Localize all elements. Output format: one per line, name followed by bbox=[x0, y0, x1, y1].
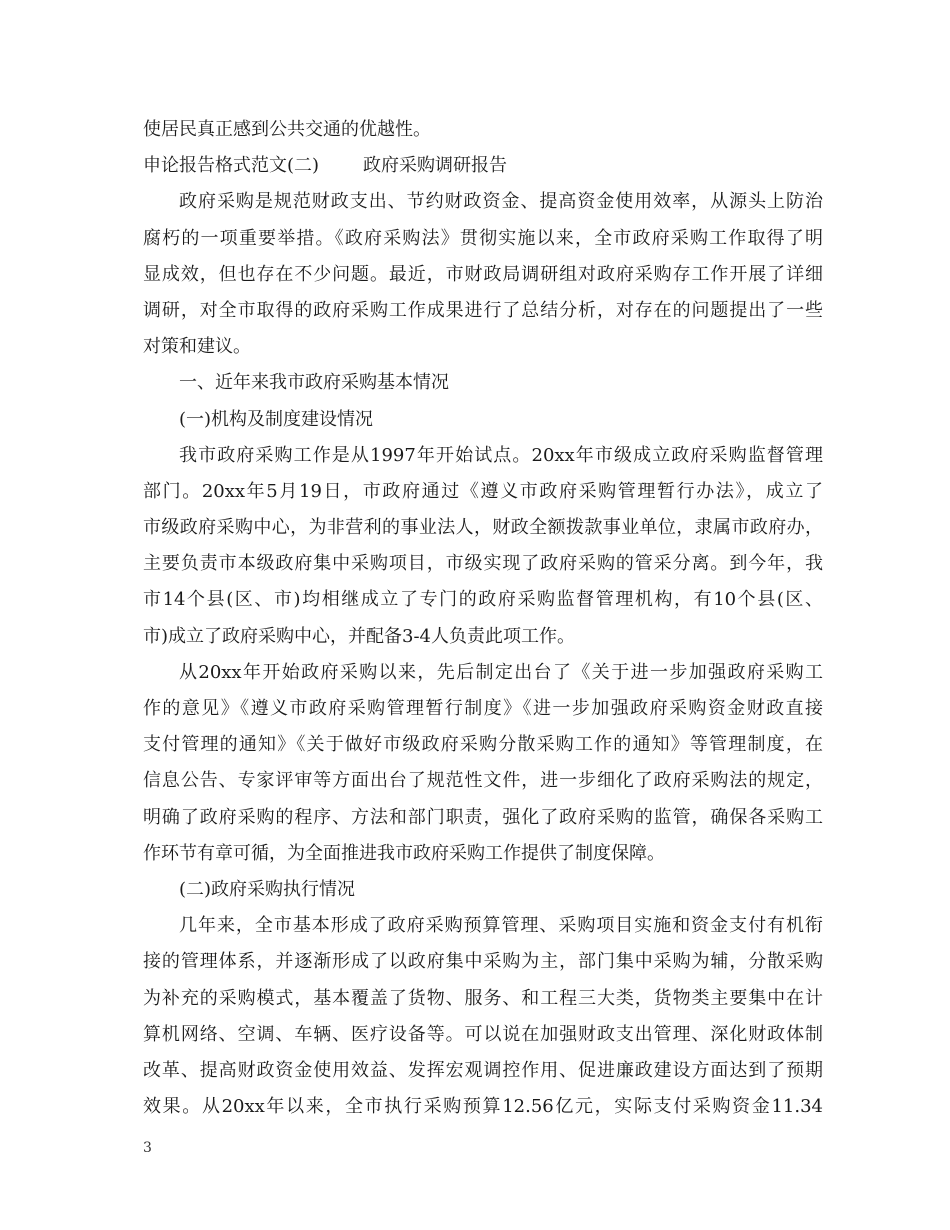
paragraph-line: 算机网络、空调、车辆、医疗设备等。可以说在加强财政支出管理、深化财政体制 bbox=[143, 1023, 823, 1045]
paragraph-line: 接的管理体系，并逐渐形成了以政府集中采购为主，部门集中采购为辅，分散采购 bbox=[143, 951, 823, 973]
paragraph-line: 几年来，全市基本形成了政府采购预算管理、采购项目实施和资金支付有机衔 bbox=[179, 915, 823, 937]
paragraph-line: 我市政府采购工作是从1997年开始试点。20xx年市级成立政府采购监督管理 bbox=[179, 444, 823, 466]
paragraph-line: 市)成立了政府采购中心，并配备3-4人负责此项工作。 bbox=[143, 625, 576, 647]
paragraph-line: 对策和建议。 bbox=[143, 336, 251, 358]
intro-line: 使居民真正感到公共交通的优越性。 bbox=[143, 119, 431, 140]
paragraph-line: 政府采购是规范财政支出、节约财政资金、提高资金使用效率，从源头上防治 bbox=[179, 191, 823, 213]
paragraph-line: 为补充的采购模式，基本覆盖了货物、服务、和工程三大类，货物类主要集中在计 bbox=[143, 987, 823, 1009]
paragraph-line: 调研，对全市取得的政府采购工作成果进行了总结分析，对存在的问题提出了一些 bbox=[143, 299, 823, 321]
paragraph-line: 主要负责市本级政府集中采购项目，市级实现了政府采购的管采分离。到今年，我 bbox=[143, 553, 823, 575]
paragraph-line: 明确了政府采购的程序、方法和部门职责，强化了政府采购的监管，确保各采购工 bbox=[143, 806, 823, 828]
paragraph-line: 市级政府采购中心，为非营利的事业法人，财政全额拨款事业单位，隶属市政府办， bbox=[143, 517, 823, 539]
paragraph-line: 从20xx年开始政府采购以来，先后制定出台了《关于进一步加强政府采购工 bbox=[179, 661, 823, 683]
paragraph-line: 作环节有章可循，为全面推进我市政府采购工作提供了制度保障。 bbox=[143, 842, 665, 864]
paragraph-line: 一、近年来我市政府采购基本情况 bbox=[179, 372, 449, 394]
paragraph-line: 信息公告、专家评审等方面出台了规范性文件，进一步细化了政府采购法的规定， bbox=[143, 770, 823, 792]
heading-part-2: 政府采购调研报告 bbox=[363, 155, 508, 177]
paragraph-line: 市14个县(区、市)均相继成立了专门的政府采购监督管理机构，有10个县(区、 bbox=[143, 589, 823, 611]
section-heading bbox=[143, 148, 823, 184]
page-number: 3 bbox=[143, 1140, 152, 1156]
paragraph-line: 改革、提高财政资金使用效益、发挥宏观调控作用、促进廉政建设方面达到了预期 bbox=[143, 1059, 823, 1081]
paragraph-line: 支付管理的通知》《关于做好市级政府采购分散采购工作的通知》等管理制度，在 bbox=[143, 734, 823, 756]
paragraph-line: 部门。20xx年5月19日，市政府通过《遵义市政府采购管理暂行办法》，成立了 bbox=[143, 480, 823, 502]
paragraph-line: 作的意见》《遵义市政府采购管理暂行制度》《进一步加强政府采购资金财政直接 bbox=[143, 698, 823, 719]
document-page bbox=[143, 112, 823, 1125]
body-text bbox=[143, 184, 823, 1125]
paragraph-line: 腐朽的一项重要举措。《政府采购法》贯彻实施以来，全市政府采购工作取得了明 bbox=[143, 227, 823, 249]
paragraph-line: (二)政府采购执行情况 bbox=[179, 878, 356, 900]
paragraph-line: 显成效，但也存在不少问题。最近，市财政局调研组对政府采购存工作开展了详细 bbox=[143, 263, 823, 285]
paragraph-line: (一)机构及制度建设情况 bbox=[179, 408, 374, 430]
heading-part-1: 申论报告格式范文(二) bbox=[143, 155, 320, 177]
paragraph-line: 效果。从20xx年以来，全市执行采购预算12.56亿元，实际支付采购资金11.34 bbox=[143, 1096, 823, 1118]
